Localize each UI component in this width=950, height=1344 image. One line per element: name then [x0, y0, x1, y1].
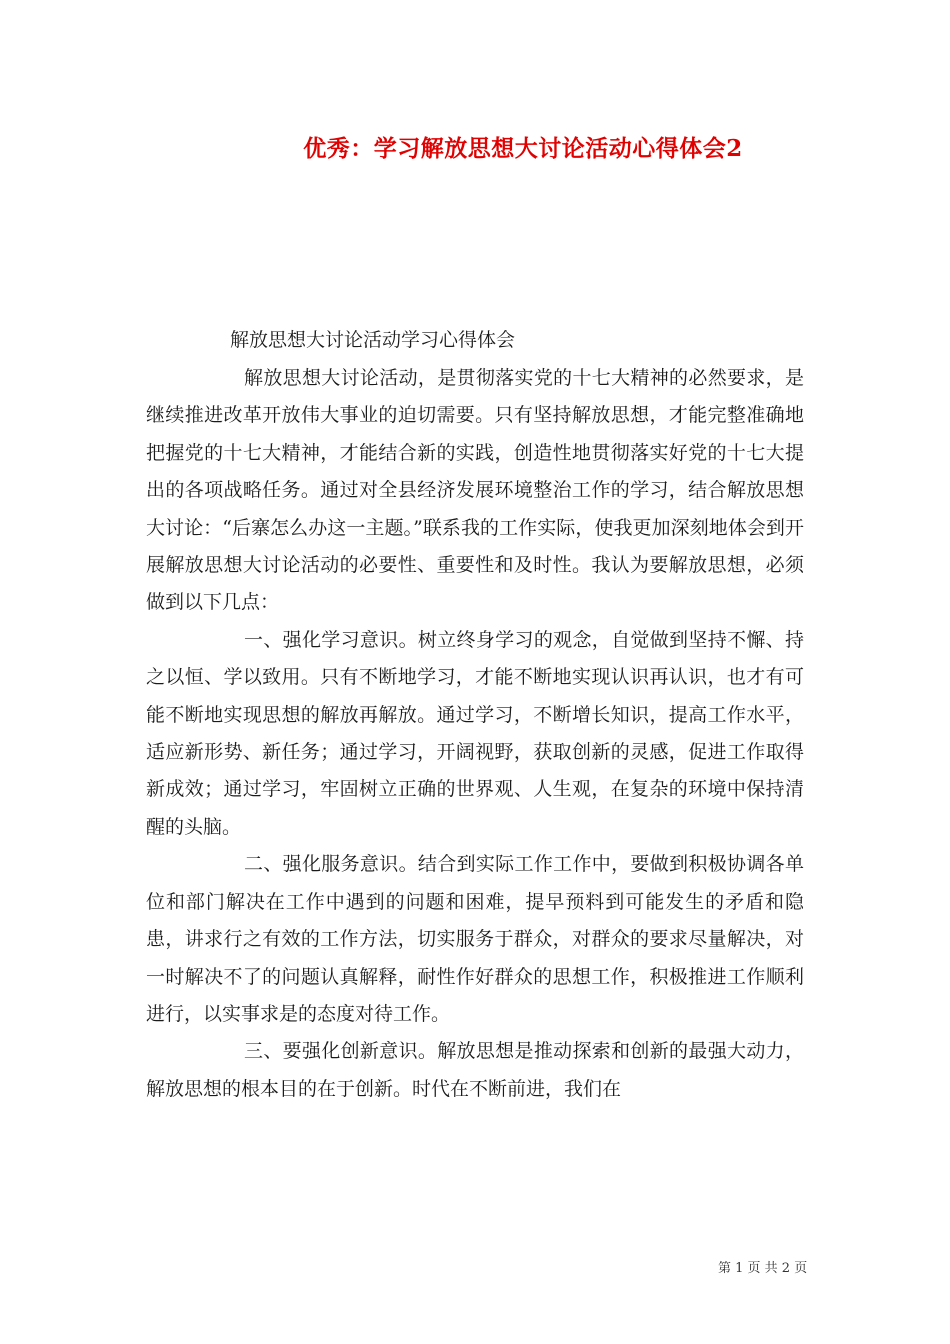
- paragraph-point-1: 一、强化学习意识。树立终身学习的观念，自觉做到坚持不懈、持之以恒、学以致用。只有不断地学习，才能不断地实现认识再认识，也才有可能不断地实现思想的解放再解放。通过学习，不断增长知识，提高工作水平，适应新形势、新任务；通过学习，开阔视野，获取创新的灵感，促进工作取得新成效；通过学习，牢固树立正确的世界观、人生观，在复杂的环境中保持清醒的头脑。: [146, 628, 804, 838]
- paragraph-intro: 解放思想大讨论活动，是贯彻落实党的十七大精神的必然要求，是继续推进改革开放伟大事业的迫切需要。只有坚持解放思想，才能完整准确地把握党的十七大精神，才能结合新的实践，创造性地贯彻落实好党的十七大提出的各项战略任务。通过对全县经济发展环境整治工作的学习，结合解放思想大讨论：“后寨怎么办这一主题。”联系我的工作实际，使我更加深刻地体会到开展解放思想大讨论活动的必要性、重要性和及时性。我认为要解放思想，必须做到以下几点：: [146, 367, 804, 614]
- document-title: 优秀：学习解放思想大讨论活动心得体会2: [303, 135, 743, 162]
- document-subtitle: 解放思想大讨论活动学习心得体会: [230, 329, 516, 351]
- paragraph-point-3: 三、要强化创新意识。解放思想是推动探索和创新的最强大动力，解放思想的根本目的在于创新。时代在不断前进，我们在: [146, 1040, 804, 1100]
- page-number: 第 1 页 共 2 页: [718, 1261, 808, 1276]
- paragraph-point-2: 二、强化服务意识。结合到实际工作工作中，要做到积极协调各单位和部门解决在工作中遇到的问题和困难，提早预料到可能发生的矛盾和隐患，讲求行之有效的工作方法，切实服务于群众，对群众的要求尽量解决，对一时解决不了的问题认真解释，耐性作好群众的思想工作，积极推进工作顺利进行，以实事求是的态度对待工作。: [146, 853, 804, 1025]
- document-body: [146, 360, 804, 1108]
